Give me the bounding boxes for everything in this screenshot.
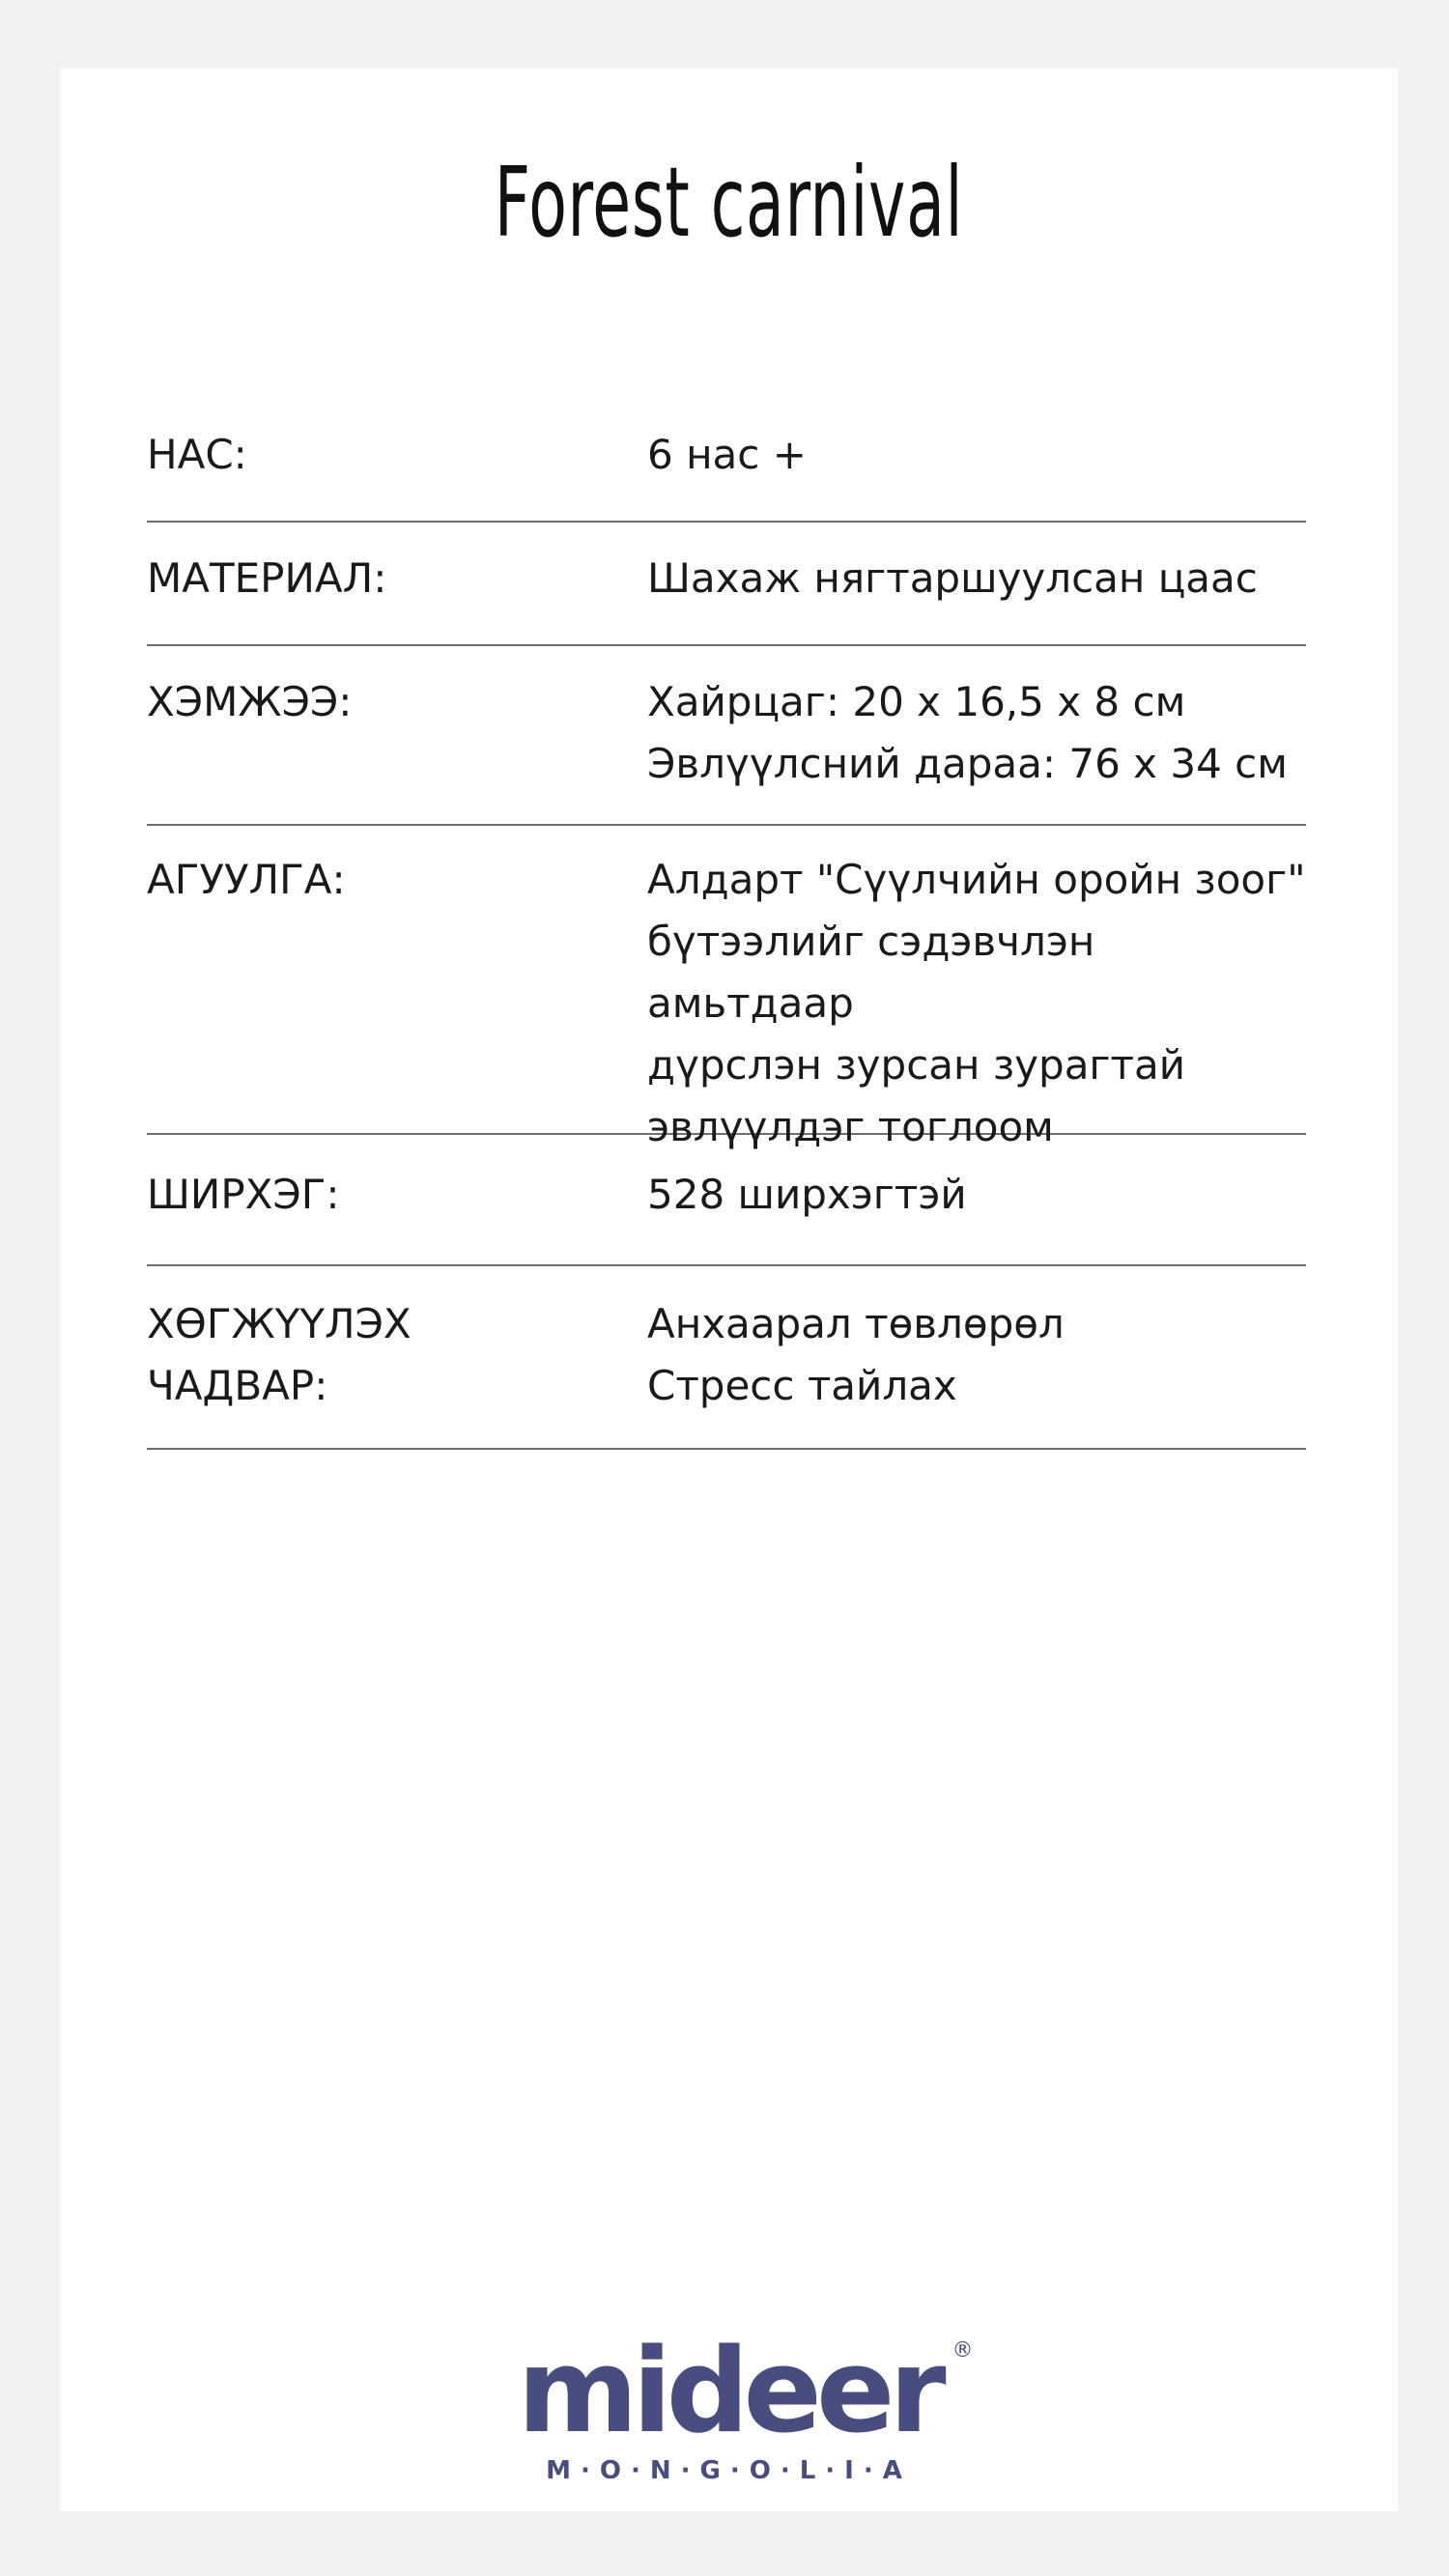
spec-value-line: Хайрцаг: 20 х 16,5 х 8 см (647, 678, 1186, 725)
spec-row-size (147, 646, 1306, 826)
spec-value-line: Шахаж нягтаршуулсан цаас (647, 554, 1258, 602)
logo-wordmark (517, 2325, 974, 2459)
logo-subtitle: M·O·N·G·O·L·I·A (546, 2456, 912, 2485)
spec-value-line: 528 ширхэгтэй (647, 1171, 967, 1218)
spec-label-material: МАТЕРИАЛ: (147, 554, 387, 602)
spec-value-line: дүрслэн зурсан зурагтай (647, 1041, 1185, 1089)
spec-value-line: Алдарт "Сүүлчийн оройн зоог" (647, 856, 1306, 903)
spec-value-line: эвлүүлдэг тоглоом (647, 1103, 1054, 1150)
spec-label-skills (147, 1293, 647, 1448)
logo-brand-text: mideer (517, 2325, 941, 2459)
spec-value-line: 6 нас + (647, 431, 807, 478)
spec-value-line: Эвлүүлсний дараа: 76 х 34 см (647, 740, 1288, 787)
spec-row-pieces (147, 1135, 1306, 1266)
product-title: Forest carnival (494, 146, 964, 259)
spec-label-age: НАС: (147, 431, 247, 478)
spec-label-line: ЧАДВАР: (147, 1362, 328, 1409)
spec-value-material (647, 548, 1306, 644)
spec-label-content: АГУУЛГА: (147, 856, 346, 903)
spec-label-line: ХӨГЖҮҮЛЭХ (147, 1300, 412, 1347)
spec-row-skills (147, 1266, 1306, 1450)
spec-value-content (647, 849, 1306, 1150)
spec-value-line: Анхаарал төвлөрөл (647, 1300, 1065, 1347)
registered-mark: ® (952, 2338, 974, 2363)
spec-value-pieces (647, 1164, 1306, 1264)
spec-value-size (647, 671, 1306, 824)
spec-value-line: Стресс тайлах (647, 1362, 957, 1409)
brand-logo (60, 2325, 1398, 2485)
spec-row-content (147, 826, 1306, 1150)
spec-label-pieces: ШИРХЭГ: (147, 1171, 340, 1218)
spec-table (147, 362, 1306, 1450)
spec-value-skills (647, 1293, 1306, 1448)
spec-label-size: ХЭМЖЭЭ: (147, 678, 353, 725)
spec-row-age (147, 362, 1306, 523)
spec-value-age (647, 424, 1306, 521)
spec-row-material (147, 523, 1306, 646)
spec-value-line: бүтээлийг сэдэвчлэн амьтдаар (647, 918, 1095, 1027)
product-card (60, 69, 1398, 2511)
